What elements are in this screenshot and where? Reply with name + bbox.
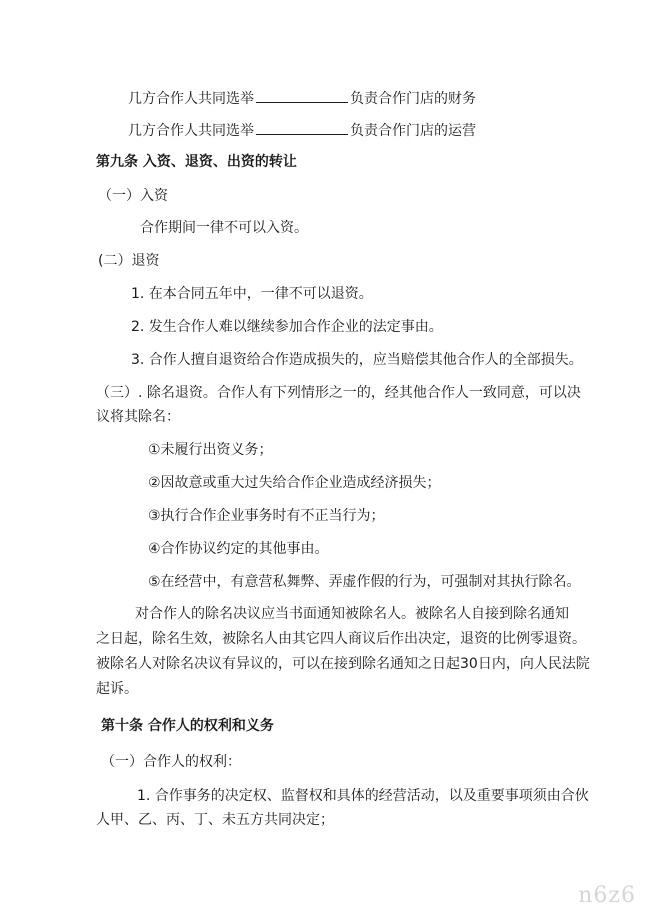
section-2-item: 2. 发生合作人难以继续参加合作企业的法定事由。 (131, 319, 443, 335)
ops-blank-field[interactable] (256, 120, 348, 135)
removal-reason: ⑤在经营中，有意营私舞弊、弄虚作假的行为，可强制对其执行除名。 (148, 574, 581, 590)
elect-finance-suffix: 负责合作门店的财务 (350, 91, 476, 107)
article-9-title: 第九条 入资、退资、出资的转让 (96, 154, 297, 170)
section-2-item: 3. 合作人擅自退资给合作造成损失的，应当赔偿其他合作人的全部损失。 (131, 352, 583, 368)
elect-finance-line (128, 88, 476, 109)
rights-item-1-line-2: 人甲、乙、丙、丁、未五方共同决定； (96, 812, 334, 828)
rights-heading: （一）合作人的权利： (101, 754, 241, 770)
elect-finance-prefix: 几方合作人共同选举 (128, 91, 254, 107)
notice-paragraph-line: 之日起，除名生效，被除名人由其它四人商议后作出决定，退资的比例零退资。 (96, 631, 586, 647)
section-1-text: 合作期间一律不可以入资。 (140, 220, 308, 236)
elect-ops-suffix: 负责合作门店的运营 (350, 123, 476, 139)
section-3-line-1: （三）. 除名退资。合作人有下列情形之一的，经其他合作人一致同意，可以决 (96, 385, 581, 401)
removal-reason: ②因故意或重大过失给合作企业造成经济损失； (148, 475, 441, 491)
section-3-line-2: 议将其除名： (96, 409, 180, 425)
removal-reason: ①未履行出资义务； (148, 442, 273, 458)
rights-item-1-line-1: 1. 合作事务的决定权、监督权和具体的经营活动，以及重要事项须由合伙 (137, 788, 589, 804)
removal-reason: ④合作协议约定的其他事由。 (148, 541, 329, 557)
removal-reason: ③执行合作企业事务时有不正当行为； (148, 508, 385, 524)
watermark: n6z6 (578, 883, 636, 908)
section-1-heading: （一）入资 (98, 188, 168, 204)
section-2-heading: (二）退资 (98, 253, 160, 269)
elect-ops-prefix: 几方合作人共同选举 (128, 123, 254, 139)
section-2-item: 1. 在本合同五年中，一律不可以退资。 (131, 286, 373, 302)
article-10-title: 第十条 合作人的权利和义务 (101, 718, 274, 734)
elect-ops-line (128, 120, 476, 141)
notice-paragraph-line: 被除名人对除名决议有异议的，可以在接到除名通知之日起30日内，向人民法院 (96, 656, 590, 672)
notice-paragraph-line: 对合作人的除名决议应当书面通知被除名人。被除名人自接到除名通知 (135, 606, 569, 622)
finance-blank-field[interactable] (256, 88, 348, 103)
notice-paragraph-line: 起诉。 (96, 681, 138, 697)
